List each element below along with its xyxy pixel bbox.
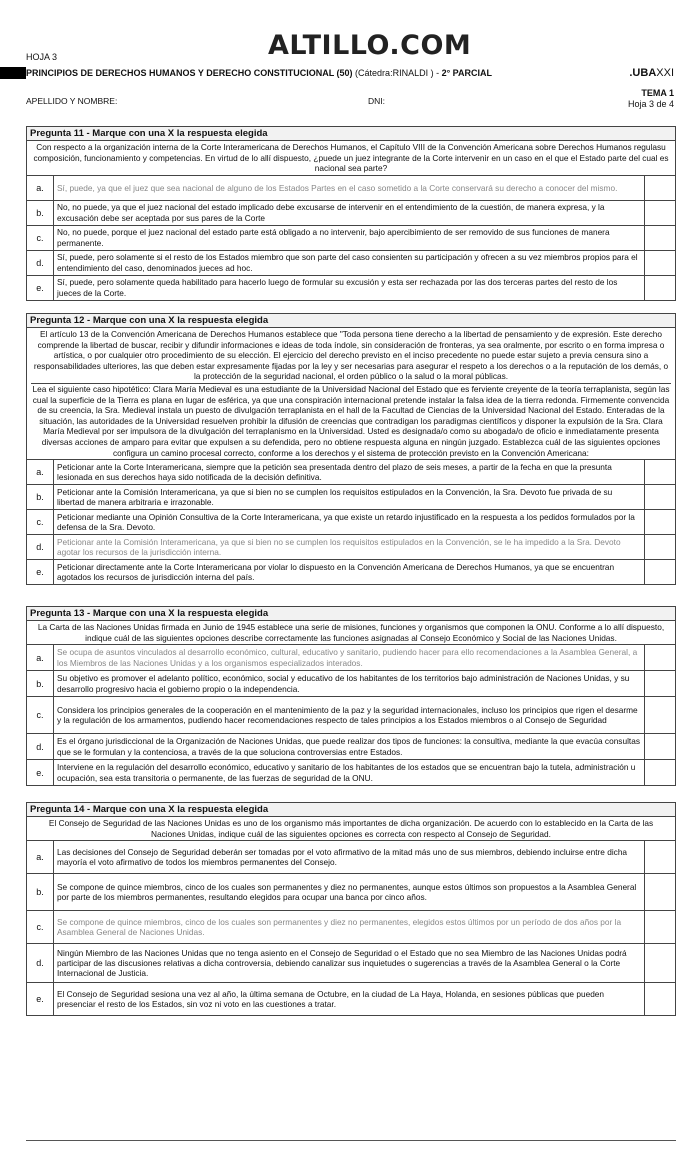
option-text: Las decisiones del Consejo de Seguridad deberán ser tomadas por el voto afirmativo de la mitad más uno de sus miembros, debiendo incluirse entre dicha mayoría el voto afirmativo de todos los miembros permanentes del Consejo. — [54, 841, 645, 873]
option-row — [27, 226, 675, 251]
option-row — [27, 276, 675, 300]
tema-block — [628, 88, 674, 110]
option-letter: c. — [27, 911, 54, 943]
option-row — [27, 944, 675, 983]
uba-logo — [629, 67, 674, 79]
stem-paragraph: Con respecto a la organización interna de la Corte Interamericana de Derechos Humanos, el Capítulo VIII de la Convención Americana sobre Derechos Humanos regulasu composición, funcionamiento y competencias. En virtud de lo allí dispuesto, ¿puede un juez integrante de la Corte intervenir en un caso en el que el Estado parte del cual es nacional sea parte? — [33, 142, 669, 174]
answer-box[interactable] — [645, 671, 675, 696]
answer-box[interactable] — [645, 251, 675, 275]
option-letter: b. — [27, 201, 54, 225]
dni-field-label: DNI: — [368, 96, 385, 106]
answer-box[interactable] — [645, 697, 675, 733]
option-letter: e. — [27, 983, 54, 1015]
option-letter: e. — [27, 276, 54, 300]
option-row — [27, 510, 675, 535]
answer-box[interactable] — [645, 226, 675, 250]
option-letter: d. — [27, 535, 54, 559]
question-stem — [27, 817, 675, 841]
course-name: PRINCIPIOS DE DERECHOS HUMANOS Y DERECHO CONSTITUCIONAL (50) — [26, 68, 353, 78]
uba-logo-rest: XXI — [656, 67, 674, 79]
course-parcial: 2° PARCIAL — [441, 68, 493, 78]
option-letter: d. — [27, 944, 54, 982]
option-row — [27, 560, 675, 584]
option-row — [27, 535, 675, 560]
course-catedra: (Cátedra:RINALDI ) - — [352, 68, 442, 78]
option-letter: a. — [27, 841, 54, 873]
option-row — [27, 645, 675, 671]
question-14 — [26, 802, 676, 1016]
option-letter: d. — [27, 251, 54, 275]
answer-box[interactable] — [645, 734, 675, 759]
option-text: No, no puede, porque el juez nacional del estado parte está obligado a no intervenir, bajo apercibimiento de ser removido de sus funciones de manera permanente. — [54, 226, 645, 250]
option-letter: a. — [27, 176, 54, 200]
uba-logo-bold: .UBA — [629, 67, 657, 79]
option-text: Peticionar ante la Comisión Interamericana, ya que si bien no se cumplen los requisitos estipulados en la Convención, se le ha impedido a la Sra. Devoto agotar los recursos de la jurisdicción interna. — [54, 535, 645, 559]
option-letter: e. — [27, 760, 54, 785]
option-letter: b. — [27, 485, 54, 509]
option-row — [27, 983, 675, 1015]
option-text: Ningún Miembro de las Naciones Unidas que no tenga asiento en el Consejo de Seguridad o el Estado que no sea Miembro de las Naciones Unidas podrá participar de las discusiones relativas a dicha controversia, debiendo canalizar sus inquietudes o sugerencias a través de la Asamblea General o la Corte Internacional de Justicia. — [54, 944, 645, 982]
option-text: Peticionar directamente ante la Corte Interamericana por violar lo dispuesto en la Convención Americana de Derechos Humanos, ya que se encuentran agotados los recursos de jurisdicción interna del país. — [54, 560, 645, 584]
option-row — [27, 841, 675, 874]
answer-box[interactable] — [645, 485, 675, 509]
option-row — [27, 911, 675, 944]
stem-paragraph: La Carta de las Naciones Unidas firmada en Junio de 1945 establece una serie de misiones, funciones y organismos que componen la ONU. Conforme a lo allí dispuesto, indique cuál de las siguientes opciones describe correctamente las funciones asignadas al Consejo Económico y Social de las Naciones Unidas. — [37, 622, 665, 643]
option-text: El Consejo de Seguridad sesiona una vez al año, la última semana de Octubre, en la ciudad de La Haya, Holanda, en sesiones públicas que pueden presenciar el resto de los Estados, sin voz ni voto en las cuestiones a tratar. — [54, 983, 645, 1015]
option-letter: a. — [27, 645, 54, 670]
option-text: Sí, puede, pero solamente si el resto de los Estados miembro que son parte del caso consienten su participación y ofrecen a su vez miembros propios para el entendimiento del caso, denominados jueces ad hoc. — [54, 251, 645, 275]
course-title — [26, 68, 492, 78]
option-text: Su objetivo es promover el adelanto político, económico, social y educativo de los habitantes de los territorios bajo administración de Naciones Unidas, y su desarrollo progresivo hacia el gobierno propio o la independencia. — [54, 671, 645, 696]
sheet-label: HOJA 3 — [26, 52, 58, 62]
question-13 — [26, 606, 676, 786]
answer-box[interactable] — [645, 560, 675, 584]
stem-paragraph: El artículo 13 de la Convención Americana de Derechos Humanos establece que "Toda persona tiene derecho a la libertad de pensamiento y de expresión. Este derecho comprende la libertad de buscar, recibir y difundir informaciones e ideas de toda índole, sin consideración de fronteras, ya sea oralmente, por escrito o en forma impresa o artística, o por cualquier otro procedimiento de su elección. El ejercicio del derecho previsto en el inciso precedente no puede estar sujeto a previa censura sino a responsabilidades ulteriores, las que deben estar expresamente fijadas por la ley y ser necesarias para asegurar el respeto a los derechos o a la reputación de los demás, o la protección de la seguridad nacional, el orden público o la salud o la moral públicas. — [31, 329, 671, 384]
stem-paragraph: Lea el siguiente caso hipotético: Clara María Medieval es una estudiante de la Universidad Nacional del Estado que es ferviente creyente de la teoría terraplanista, según las cual la superficie de la Tierra es plana en lugar de esférica, ya que una conspiración internacional pretende instalar la falsa idea de la tierra redonda. Firmemente convencida de su creencia, la Sra. Medieval instala un puesto de divulgación terraplanista en el hall de la Facultad de Ciencias de la Universidad Nacional del Estado. Enteradas de la situación, las autoridades de la Universidad resuelven prohibir la difusión de creencias que contradigan los paradigmas científicos y disponer la expulsión de la Sra. Clara María Medieval por ser impulsora de la divulgación del terraplanismo en la Universidad. Usted es designada/o como su abogada/o de oficio e inmediatamente presenta diversas acciones de amparo para evitar que expulsen a su defendida, pero no obtiene respuesta alguna en ningún juzgado. Establezca cuál de las siguientes opciones configura un camino procesal correcto, conforme a los derechos y el sistema de protección previsto en la Convención Americana: — [32, 383, 670, 458]
option-row — [27, 485, 675, 510]
option-letter: b. — [27, 671, 54, 696]
option-text: Se compone de quince miembros, cinco de los cuales son permanentes y diez no permanentes, elegidos estos últimos por un período de dos años por la Asamblea General de Naciones Unidas. — [54, 911, 645, 943]
question-stem — [27, 141, 675, 176]
question-title: Pregunta 14 - Marque con una X la respuesta elegida — [27, 803, 675, 817]
question-11 — [26, 126, 676, 301]
answer-box[interactable] — [645, 460, 675, 484]
option-letter: d. — [27, 734, 54, 759]
option-row — [27, 251, 675, 276]
answer-box[interactable] — [645, 645, 675, 670]
option-letter: a. — [27, 460, 54, 484]
option-letter: c. — [27, 510, 54, 534]
option-letter: c. — [27, 226, 54, 250]
question-12 — [26, 313, 676, 585]
answer-box[interactable] — [645, 760, 675, 785]
option-row — [27, 760, 675, 785]
tema-label: TEMA 1 — [641, 88, 674, 98]
stem-paragraph: El Consejo de Seguridad de las Naciones Unidas es uno de los organismo más importantes de dicha organización. De acuerdo con lo establecido en la Carta de las Naciones Unidas, indique cuál de las siguientes opciones es correcta con respecto al Consejo de Seguridad. — [48, 818, 654, 839]
answer-box[interactable] — [645, 176, 675, 200]
option-letter: b. — [27, 874, 54, 910]
answer-box[interactable] — [645, 911, 675, 943]
option-text: Peticionar ante la Comisión Interamericana, ya que si bien no se cumplen los requisitos estipulados en la Convención, la Sra. Devoto fue privada de su libertad de manera arbitraria e irrazonable. — [54, 485, 645, 509]
answer-box[interactable] — [645, 535, 675, 559]
brand-logo: ALTILLO.COM — [268, 30, 472, 61]
redaction-bar — [0, 67, 26, 79]
question-stem — [27, 621, 675, 645]
option-row — [27, 734, 675, 760]
option-row — [27, 201, 675, 226]
question-title: Pregunta 13 - Marque con una X la respuesta elegida — [27, 607, 675, 621]
option-text: Es el órgano jurisdiccional de la Organización de Naciones Unidas, que puede realizar dos tipos de funciones: la consultiva, mediante la que evacúa consultas que se le formulan y la contenciosa, a través de la que soluciona controversias entre Estados. — [54, 734, 645, 759]
answer-box[interactable] — [645, 944, 675, 982]
option-row — [27, 460, 675, 485]
option-text: Sí, puede, pero solamente queda habilitado para hacerlo luego de formular su excusión y esta ser rechazada por las dos terceras partes del resto de los jueces de la Corte. — [54, 276, 645, 300]
question-title: Pregunta 12 - Marque con una X la respuesta elegida — [27, 314, 675, 328]
option-letter: e. — [27, 560, 54, 584]
option-text: No, no puede, ya que el juez nacional del estado implicado debe excusarse de intervenir en el entendimiento de la cuestión, de manera expresa, y la excusación debe ser aceptada por sus pares de la Corte — [54, 201, 645, 225]
name-field-label: APELLIDO Y NOMBRE: — [26, 96, 118, 106]
option-text: Peticionar ante la Corte Interamericana, siempre que la petición sea presentada dentro del plazo de seis meses, a partir de la fecha en que la presunta lesionada en sus derechos haya sido notificada de la decisión definitiva. — [54, 460, 645, 484]
answer-box[interactable] — [645, 874, 675, 910]
question-title: Pregunta 11 - Marque con una X la respuesta elegida — [27, 127, 675, 141]
option-text: Peticionar mediante una Opinión Consultiva de la Corte Interamericana, ya que existe un retardo injustificado en la respuesta a los pedidos formulados por la defensa de la Sra. Devoto. — [54, 510, 645, 534]
question-stem — [27, 328, 675, 460]
option-text: Se compone de quince miembros, cinco de los cuales son permanentes y diez no permanentes, aunque estos últimos son propuestos a la Asamblea General por parte de los miembros permanentes, resultando elegidos para ocupar una banca por cinco años. — [54, 874, 645, 910]
option-text: Sí, puede, ya que el juez que sea nacional de alguno de los Estados Partes en el caso sometido a la Corte conservará su derecho a conocer del mismo. — [54, 176, 645, 200]
answer-box[interactable] — [645, 510, 675, 534]
answer-box[interactable] — [645, 983, 675, 1015]
footer-divider — [26, 1140, 676, 1141]
option-text: Interviene en la regulación del desarrollo económico, educativo y sanitario de los habitantes de los estados que se encuentran bajo la tutela, administración u ocupación, sea esta transitoria o permanente, de las fuerzas de seguridad de la ONU. — [54, 760, 645, 785]
option-row — [27, 874, 675, 911]
option-row — [27, 671, 675, 697]
option-row — [27, 697, 675, 734]
page-of-label: Hoja 3 de 4 — [627, 99, 674, 109]
answer-box[interactable] — [645, 276, 675, 300]
answer-box[interactable] — [645, 841, 675, 873]
answer-box[interactable] — [645, 201, 675, 225]
option-text: Considera los principios generales de la cooperación en el mantenimiento de la paz y la seguridad internacionales, incluso los principios que rigen el desarme y la regulación de los armamentos, pudiendo hacer recomendaciones respecto de tales principios a los Estados miembros o al Consejo de Seguridad — [54, 697, 645, 733]
option-letter: c. — [27, 697, 54, 733]
option-row — [27, 176, 675, 201]
option-text: Se ocupa de asuntos vinculados al desarrollo económico, cultural, educativo y sanitario, pudiendo hacer para ello recomendaciones a la Asamblea General, a los Miembros de las Naciones Unidas y a los organismos especializados interados. — [54, 645, 645, 670]
